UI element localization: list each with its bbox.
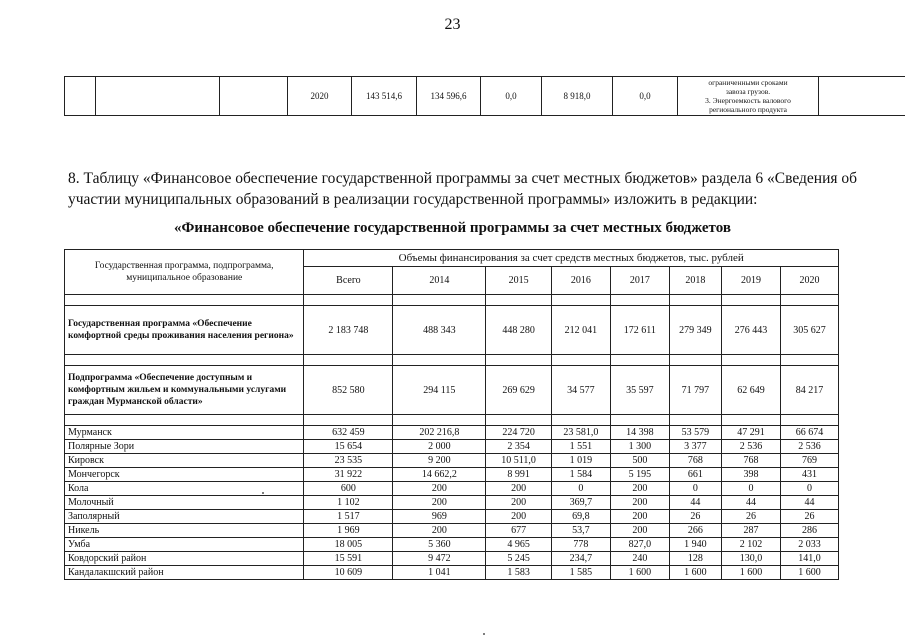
table-cell: 431 <box>780 468 838 482</box>
table-cell: 266 <box>669 524 721 538</box>
table-cell: 18 005 <box>304 538 393 552</box>
table-row <box>65 426 839 440</box>
table-cell: 23 535 <box>304 454 393 468</box>
table-title: «Финансовое обеспечение государственной программы за счет местных бюджетов <box>174 220 731 236</box>
table-cell: 2 354 <box>486 440 552 454</box>
municipality-rows <box>65 426 839 580</box>
spacer-cell <box>721 355 780 366</box>
continued-table-row <box>64 76 905 116</box>
table-cell: 9 200 <box>393 454 486 468</box>
table-cell: 1 585 <box>551 566 610 580</box>
table-cell: 852 580 <box>304 366 393 415</box>
table-row <box>65 566 839 580</box>
spacer-row <box>65 355 839 366</box>
municipality-name: Молочный <box>65 496 304 510</box>
table-cell: 1 551 <box>551 440 610 454</box>
table-cell: 294 115 <box>393 366 486 415</box>
municipality-name: Кандалакшский район <box>65 566 304 580</box>
table-cell: 26 <box>721 510 780 524</box>
municipality-name: Полярные Зори <box>65 440 304 454</box>
value-cell: 0,0 <box>481 77 542 116</box>
table-cell: 1 600 <box>721 566 780 580</box>
table-cell: 0 <box>721 482 780 496</box>
spacer-cell <box>486 295 552 306</box>
table-cell: 1 600 <box>780 566 838 580</box>
spacer-cell <box>486 415 552 426</box>
municipality-name: Никель <box>65 524 304 538</box>
spacer-cell <box>65 295 304 306</box>
table-cell: 1 600 <box>610 566 669 580</box>
spacer-cell <box>304 355 393 366</box>
table-cell: 1 300 <box>610 440 669 454</box>
table-cell: 398 <box>721 468 780 482</box>
spacer-cell <box>721 295 780 306</box>
spacer-cell <box>393 355 486 366</box>
scan-speck <box>483 633 485 635</box>
table-cell: 200 <box>486 496 552 510</box>
table-cell: 1 583 <box>486 566 552 580</box>
table-cell: 84 217 <box>780 366 838 415</box>
table-cell: 2 183 748 <box>304 306 393 355</box>
table-cell: 200 <box>610 524 669 538</box>
table-cell: 224 720 <box>486 426 552 440</box>
table-cell: 661 <box>669 468 721 482</box>
table-cell: 778 <box>551 538 610 552</box>
table-cell: 632 459 <box>304 426 393 440</box>
table-cell: 200 <box>393 496 486 510</box>
spacer-cell <box>669 415 721 426</box>
spacer-cell <box>551 415 610 426</box>
table-cell: 279 349 <box>669 306 721 355</box>
table-row <box>65 77 905 116</box>
spacer-cell <box>486 355 552 366</box>
table-cell: 34 577 <box>551 366 610 415</box>
table-cell: 53 579 <box>669 426 721 440</box>
table-cell: 212 041 <box>551 306 610 355</box>
table-cell: 66 674 <box>780 426 838 440</box>
column-header-year: 2019 <box>721 267 780 295</box>
subprogram-name: Подпрограмма «Обеспечение доступным и комфортным жильем и коммунальными услугами граждан Мурманской области» <box>65 366 304 415</box>
table-cell: 202 216,8 <box>393 426 486 440</box>
table-cell: 53,7 <box>551 524 610 538</box>
column-header-year: 2014 <box>393 267 486 295</box>
table-cell: 240 <box>610 552 669 566</box>
table-cell: 200 <box>486 510 552 524</box>
table-cell: 23 581,0 <box>551 426 610 440</box>
table-cell: 1 600 <box>669 566 721 580</box>
spacer-cell <box>551 295 610 306</box>
table-cell: 1 102 <box>304 496 393 510</box>
table-cell: 0 <box>669 482 721 496</box>
table-cell: 62 649 <box>721 366 780 415</box>
table-cell: 3 377 <box>669 440 721 454</box>
column-header-program: Государственная программа, подпрограмма, муниципальное образование <box>65 250 304 295</box>
table-cell: 768 <box>721 454 780 468</box>
table-cell: 26 <box>669 510 721 524</box>
funding-table <box>64 249 839 580</box>
table-row <box>65 496 839 510</box>
spacer-cell <box>610 415 669 426</box>
table-cell: 600 <box>304 482 393 496</box>
table-cell: 9 472 <box>393 552 486 566</box>
table-cell: 200 <box>610 510 669 524</box>
table-cell: 200 <box>393 524 486 538</box>
table-cell: 5 360 <box>393 538 486 552</box>
table-cell: 305 627 <box>780 306 838 355</box>
program-row <box>65 306 839 355</box>
table-cell: 200 <box>610 482 669 496</box>
table-row <box>65 510 839 524</box>
municipality-name: Умба <box>65 538 304 552</box>
table-cell: 130,0 <box>721 552 780 566</box>
column-header-year: 2018 <box>669 267 721 295</box>
table-cell: 10 511,0 <box>486 454 552 468</box>
table-cell: 287 <box>721 524 780 538</box>
municipality-name: Мурманск <box>65 426 304 440</box>
table-cell: 369,7 <box>551 496 610 510</box>
note-line: ограниченными сроками <box>708 78 788 87</box>
table-cell: 2 033 <box>780 538 838 552</box>
table-cell: 31 922 <box>304 468 393 482</box>
spacer-row <box>65 415 839 426</box>
table-cell: 47 291 <box>721 426 780 440</box>
table-cell: 769 <box>780 454 838 468</box>
table-cell: 234,7 <box>551 552 610 566</box>
table-cell: 1 969 <box>304 524 393 538</box>
note-line: завоза грузов. <box>725 87 771 96</box>
table-cell: 69,8 <box>551 510 610 524</box>
empty-cell <box>220 77 288 116</box>
empty-cell <box>96 77 220 116</box>
table-cell: 200 <box>486 482 552 496</box>
table-cell: 2 102 <box>721 538 780 552</box>
table-cell: 1 041 <box>393 566 486 580</box>
municipality-name: Кировск <box>65 454 304 468</box>
spacer-cell <box>669 295 721 306</box>
table-cell: 5 195 <box>610 468 669 482</box>
value-cell: 0,0 <box>613 77 678 116</box>
table-row <box>65 440 839 454</box>
spacer-cell <box>780 355 838 366</box>
amendment-paragraph: 8. Таблицу «Финансовое обеспечение государственной программы за счет местных бюджетов» раздела 6 «Сведения об участии муниципальных образований в реализации государственной программы» изложить в редакции: <box>68 170 858 208</box>
column-header-year: 2016 <box>551 267 610 295</box>
indicator-note <box>678 77 819 116</box>
table-cell: 44 <box>780 496 838 510</box>
table-cell: 44 <box>669 496 721 510</box>
table-cell: 2 000 <box>393 440 486 454</box>
column-header-year: 2017 <box>610 267 669 295</box>
table-cell: 1 584 <box>551 468 610 482</box>
column-header-total: Всего <box>304 267 393 295</box>
table-cell: 1 517 <box>304 510 393 524</box>
municipality-name: Кола <box>65 482 304 496</box>
table-cell: 2 536 <box>721 440 780 454</box>
table-cell: 10 609 <box>304 566 393 580</box>
table-cell: 71 797 <box>669 366 721 415</box>
column-header-year: 2015 <box>486 267 552 295</box>
table-cell: 14 398 <box>610 426 669 440</box>
column-group-header: Объемы финансирования за счет средств местных бюджетов, тыс. рублей <box>304 250 839 267</box>
municipality-name: Ковдорский район <box>65 552 304 566</box>
spacer-cell <box>304 415 393 426</box>
table-cell: 2 536 <box>780 440 838 454</box>
table-cell: 0 <box>780 482 838 496</box>
table-cell: 26 <box>780 510 838 524</box>
table-cell: 200 <box>610 496 669 510</box>
empty-cell <box>65 77 96 116</box>
table-cell: 1 019 <box>551 454 610 468</box>
table-cell: 15 591 <box>304 552 393 566</box>
table-cell: 488 343 <box>393 306 486 355</box>
value-cell: 134 596,6 <box>417 77 481 116</box>
spacer-cell <box>721 415 780 426</box>
table-cell: 200 <box>393 482 486 496</box>
table-cell: 141,0 <box>780 552 838 566</box>
table-cell: 35 597 <box>610 366 669 415</box>
table-row <box>65 468 839 482</box>
value-cell: 143 514,6 <box>352 77 417 116</box>
spacer-cell <box>304 295 393 306</box>
table-row <box>65 552 839 566</box>
table-row <box>65 538 839 552</box>
spacer-cell <box>669 355 721 366</box>
value-cell: 8 918,0 <box>542 77 613 116</box>
spacer-cell <box>65 355 304 366</box>
year-cell: 2020 <box>288 77 352 116</box>
table-cell: 14 662,2 <box>393 468 486 482</box>
page-number: 23 <box>444 16 461 33</box>
table-row <box>65 524 839 538</box>
spacer-cell <box>393 295 486 306</box>
table-cell: 5 245 <box>486 552 552 566</box>
table-cell: 172 611 <box>610 306 669 355</box>
table-cell: 969 <box>393 510 486 524</box>
spacer-cell <box>393 415 486 426</box>
program-name: Государственная программа «Обеспечение комфортной среды проживания населения региона» <box>65 306 304 355</box>
municipality-name: Мончегорск <box>65 468 304 482</box>
table-cell: 128 <box>669 552 721 566</box>
table-cell: 768 <box>669 454 721 468</box>
table-cell: 1 940 <box>669 538 721 552</box>
note-line: 3. Энергоемкость валового <box>705 96 791 105</box>
table-cell: 827,0 <box>610 538 669 552</box>
table-cell: 677 <box>486 524 552 538</box>
spacer-cell <box>780 295 838 306</box>
table-row <box>65 454 839 468</box>
column-header-year: 2020 <box>780 267 838 295</box>
empty-cell <box>819 77 905 116</box>
table-cell: 44 <box>721 496 780 510</box>
spacer-cell <box>610 355 669 366</box>
spacer-cell <box>551 355 610 366</box>
spacer-row <box>65 295 839 306</box>
table-cell: 500 <box>610 454 669 468</box>
table-cell: 286 <box>780 524 838 538</box>
table-cell: 276 443 <box>721 306 780 355</box>
table-cell: 4 965 <box>486 538 552 552</box>
spacer-cell <box>780 415 838 426</box>
scan-speck <box>262 492 264 494</box>
spacer-cell <box>610 295 669 306</box>
subprogram-row <box>65 366 839 415</box>
table-cell: 269 629 <box>486 366 552 415</box>
spacer-cell <box>65 415 304 426</box>
header-row <box>65 250 839 267</box>
table-cell: 8 991 <box>486 468 552 482</box>
table-row <box>65 482 839 496</box>
table-cell: 15 654 <box>304 440 393 454</box>
table-cell: 448 280 <box>486 306 552 355</box>
municipality-name: Заполярный <box>65 510 304 524</box>
note-line: регионального продукта <box>709 105 787 114</box>
table-cell: 0 <box>551 482 610 496</box>
